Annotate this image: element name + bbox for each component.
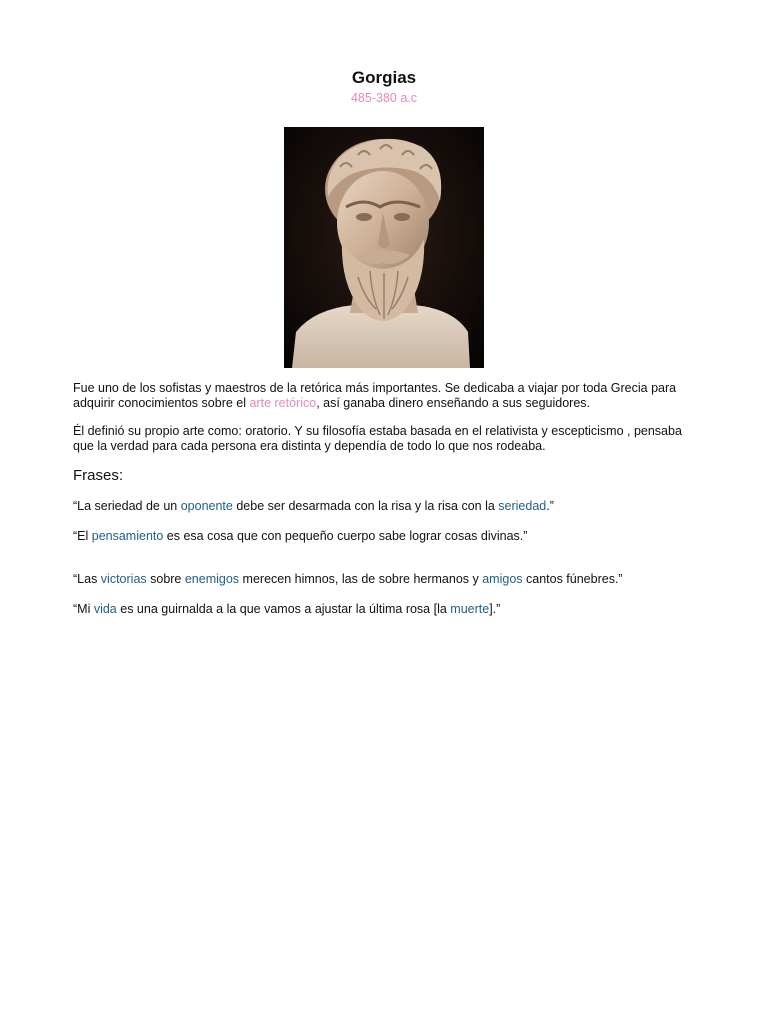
paragraph-text: , así ganaba dinero enseñando a sus seguidores. [316, 396, 590, 410]
highlight-arte-retorico: arte retórico [249, 396, 317, 410]
quote-text: cantos fúnebres.” [522, 572, 623, 586]
quote-3 [73, 572, 698, 587]
keyword-victorias: victorias [100, 572, 147, 586]
quote-text: debe ser desarmada con la risa y la risa con la [232, 499, 499, 513]
quote-4 [73, 602, 698, 617]
keyword-amigos: amigos [482, 572, 523, 586]
paragraph-biography [73, 381, 698, 411]
quote-2 [73, 529, 698, 544]
quote-text: “La seriedad de un [73, 499, 181, 513]
keyword-muerte: muerte [450, 602, 490, 616]
article-body [73, 381, 698, 632]
frases-heading: Frases: [73, 467, 124, 484]
quote-text: sobre [146, 572, 185, 586]
keyword-seriedad: seriedad [498, 499, 547, 513]
keyword-oponente: oponente [180, 499, 233, 513]
quote-text: “Las [73, 572, 101, 586]
quote-text: “El [73, 529, 92, 543]
quote-text: es una guirnalda a la que vamos a ajustar la última rosa [la [116, 602, 451, 616]
quote-1 [73, 499, 698, 514]
quote-text: es esa cosa que con pequeño cuerpo sabe lograr cosas divinas.” [163, 529, 528, 543]
paragraph-philosophy: Él definió su propio arte como: oratorio. Y su filosofía estaba basada en el relativista y escepticismo , pensaba que la verdad para cada persona era distinta y dependía de todo lo que nos rodeaba. [73, 424, 682, 453]
bust-illustration [284, 127, 484, 368]
life-dates: 485-380 a.c [350, 91, 418, 105]
quote-text: “Mi [73, 602, 94, 616]
quote-text: merecen himnos, las de sobre hermanos y [239, 572, 483, 586]
quote-text: ].” [489, 602, 501, 616]
keyword-enemigos: enemigos [184, 572, 240, 586]
keyword-pensamiento: pensamiento [91, 529, 164, 543]
quote-text: .” [546, 499, 554, 513]
page-title: Gorgias [351, 68, 417, 87]
keyword-vida: vida [93, 602, 117, 616]
paragraph-text: Fue uno de los sofistas y maestros de la retórica más importantes. Se dedicaba a viajar por toda Grecia para adquirir conocimientos sobre el [73, 381, 677, 410]
bust-portrait-image [284, 127, 484, 368]
